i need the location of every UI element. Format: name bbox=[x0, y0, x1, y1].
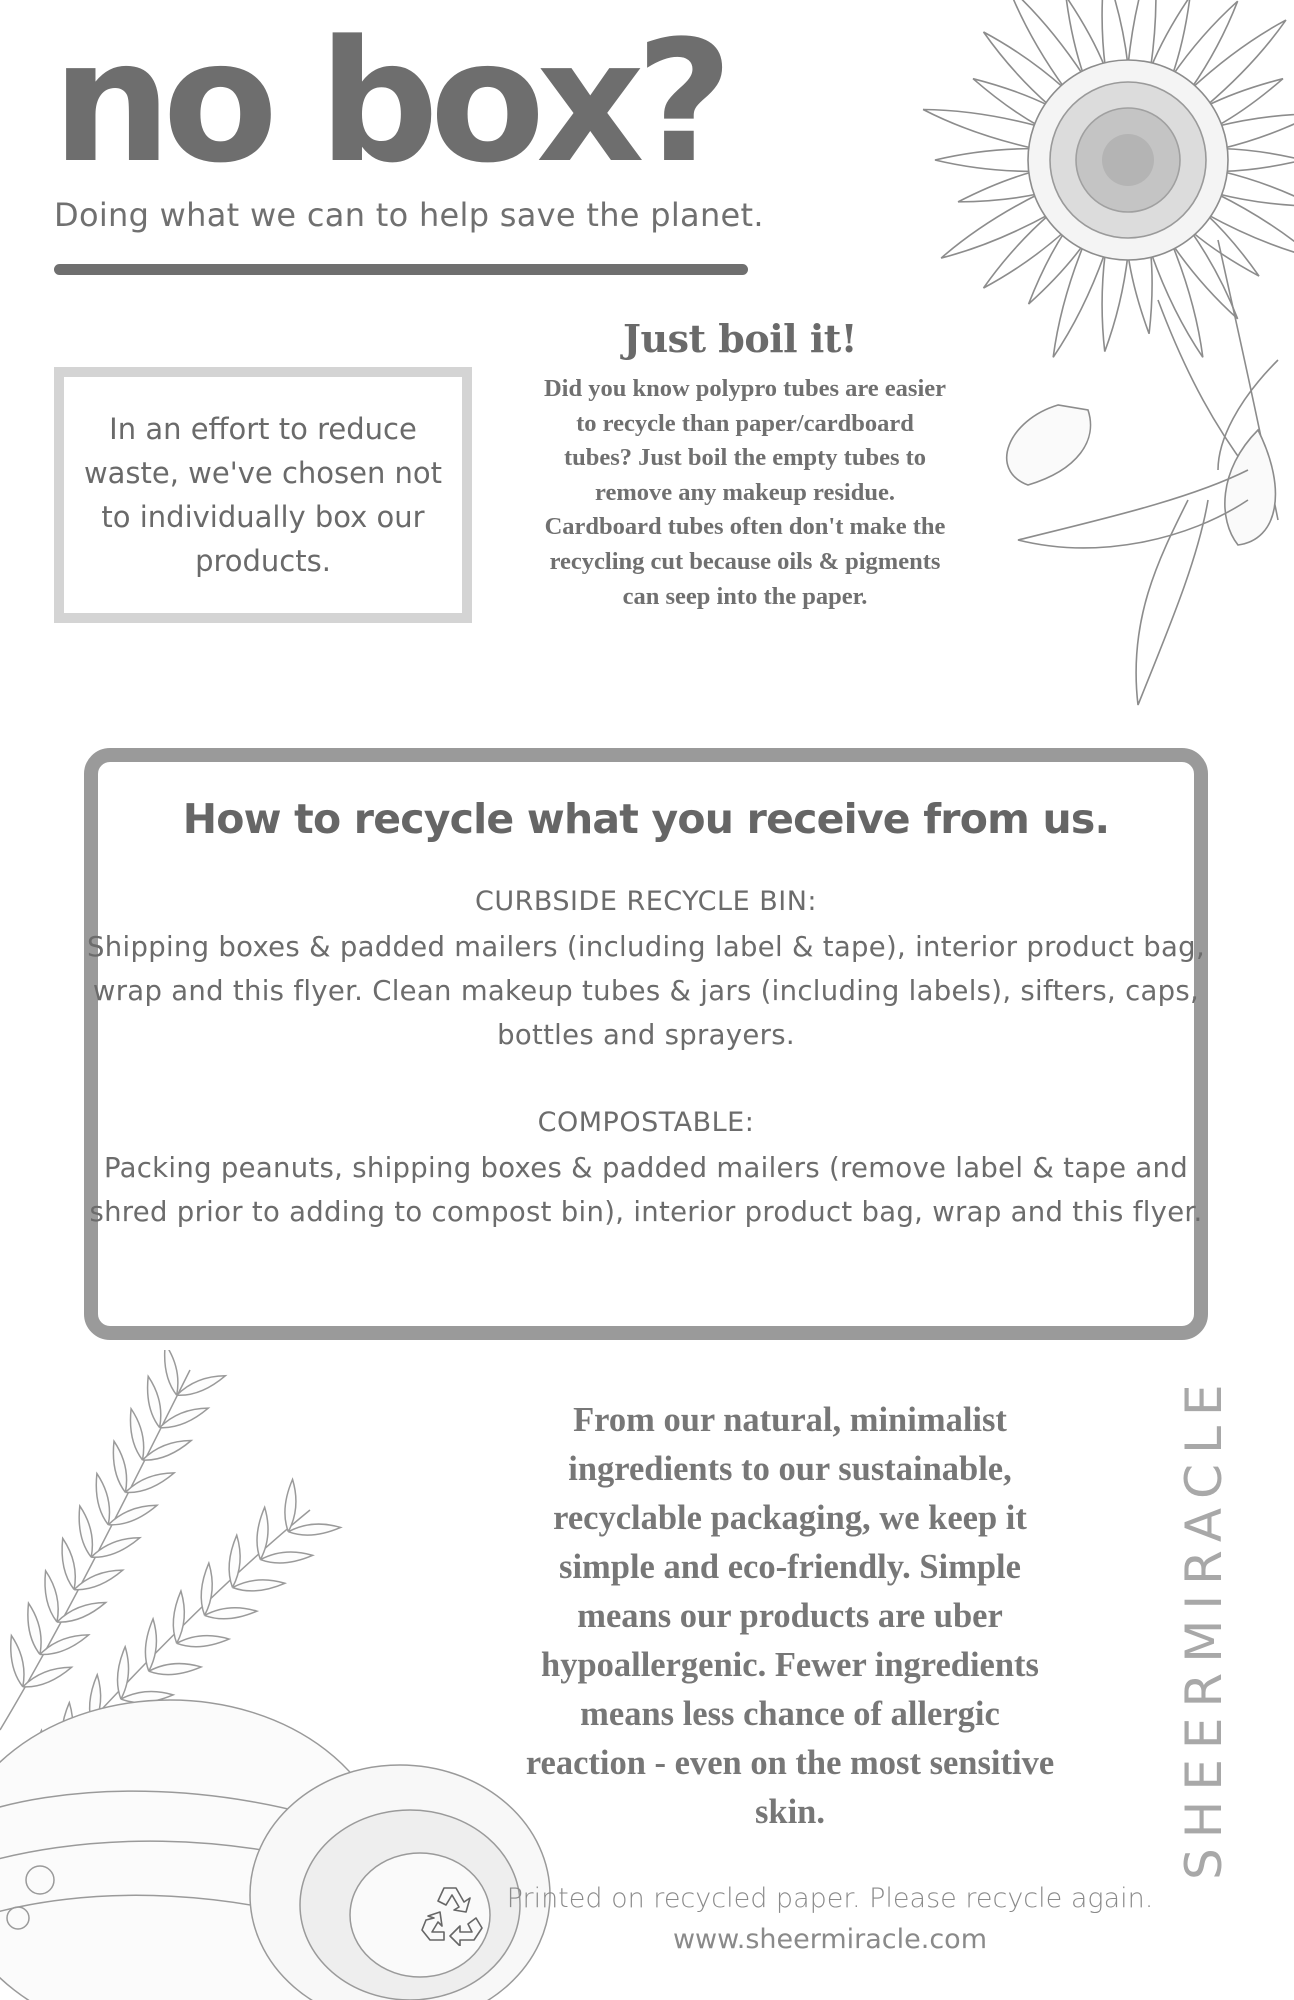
boil-text: Did you know polypro tubes are easier to recycle than paper/cardboard tubes? Just boil the empty tubes to remove any makeup residue. Cardboard tubes often don't make the recycling cut because oils & pigments can seep into the paper. bbox=[543, 375, 947, 610]
rosemary-leaf bbox=[165, 1350, 178, 1395]
sunflower-petal bbox=[1102, 0, 1128, 68]
sunflower-petal bbox=[958, 172, 1039, 202]
sunflower-petal bbox=[1128, 252, 1152, 333]
rosemary-leaf bbox=[177, 1376, 226, 1396]
compost-text: Packing peanuts, shipping boxes & padded mailers (remove label & tape and shred prior to adding to compost bin), interior product bag, wrap and this flyer. bbox=[89, 1152, 1203, 1228]
rosemary-leaf bbox=[260, 1552, 312, 1563]
rosemary-leaf bbox=[233, 1580, 285, 1591]
rosemary-leaf bbox=[79, 1506, 92, 1557]
mission-statement: From our natural, minimalist ingredients to our sustainable, recyclable packaging, we keep it simple and eco-friendly. Simple means our products are uber hypoallergenic. Fewer ingredients means less chance of allergic reaction - even on the most sensitive skin. bbox=[525, 1401, 1055, 1831]
recycle-icon bbox=[418, 1880, 486, 1946]
rosemary-leaf bbox=[257, 1507, 268, 1559]
rosemary-leaf bbox=[145, 1619, 156, 1671]
brand-logo: SHEERMIRACLE bbox=[1175, 1374, 1233, 1880]
rosemary-leaf bbox=[11, 1636, 24, 1687]
rosemary-leaf bbox=[205, 1608, 257, 1619]
waste-note-text: In an effort to reduce waste, we've chosen not to individually box our products. bbox=[83, 412, 443, 578]
rosemary-leaf bbox=[28, 1603, 41, 1654]
rosemary-leaf bbox=[91, 1538, 140, 1558]
footer-url-link[interactable]: www.sheermiracle.com bbox=[672, 1924, 988, 1955]
rosemary-leaf bbox=[149, 1664, 201, 1675]
rosemary-leaf bbox=[160, 1408, 209, 1428]
rosemary-leaf bbox=[74, 1570, 123, 1590]
sunflower-petal bbox=[935, 149, 1034, 172]
rosemary-leaf bbox=[173, 1591, 184, 1643]
header-divider bbox=[54, 264, 748, 275]
sunflower-petal bbox=[1102, 252, 1128, 351]
rosemary-leaf bbox=[57, 1602, 106, 1622]
rosemary-leaf bbox=[96, 1474, 109, 1525]
rosemary-leaf bbox=[45, 1571, 58, 1622]
rosemary-leaf bbox=[62, 1538, 75, 1589]
sunflower-petal bbox=[1128, 0, 1156, 68]
rosemary-leaf bbox=[40, 1635, 89, 1655]
rosemary-leaf bbox=[113, 1441, 126, 1492]
rosemary-leaf bbox=[130, 1409, 143, 1460]
page-subtitle: Doing what we can to help save the planet. bbox=[54, 196, 764, 234]
curbside-label: CURBSIDE RECYCLE BIN: bbox=[475, 886, 817, 917]
compost-label: COMPOSTABLE: bbox=[537, 1107, 755, 1138]
rosemary-leaf bbox=[108, 1505, 157, 1525]
rosemary-leaf bbox=[201, 1563, 212, 1615]
rosemary-leaf bbox=[177, 1636, 229, 1647]
waste-note-box bbox=[54, 367, 472, 623]
rosemary-leaf bbox=[148, 1376, 161, 1427]
rosemary-leaf bbox=[288, 1524, 340, 1535]
sunflower-petal bbox=[1222, 149, 1294, 172]
footer-recycled-note: Printed on recycled paper. Please recycle again. bbox=[506, 1883, 1154, 1914]
page-title: no box? bbox=[52, 4, 724, 200]
boil-heading: Just boil it! bbox=[623, 316, 857, 361]
curbside-text: Shipping boxes & padded mailers (including label & tape), interior product bag, wrap and this flyer. Clean makeup tubes & jars (including labels), sifters, caps, bottles and sprayers. bbox=[87, 931, 1205, 1051]
rosemary-leaf bbox=[118, 1647, 129, 1699]
recycle-heading: How to recycle what you receive from us. bbox=[182, 795, 1110, 843]
rosemary-leaf bbox=[229, 1535, 240, 1587]
